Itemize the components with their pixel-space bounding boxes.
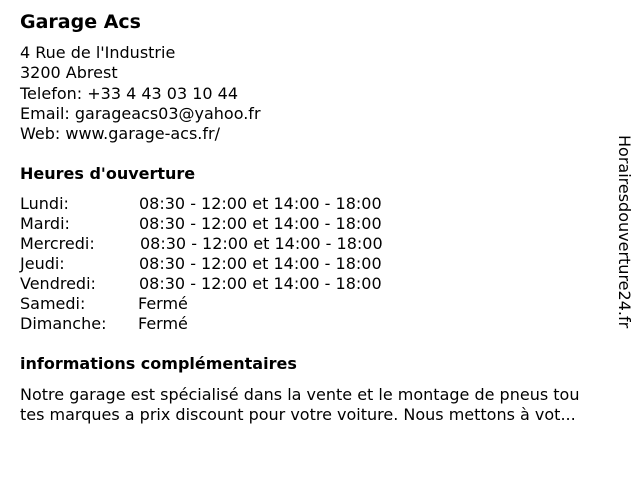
- day-hours: 08:30 - 12:00 et 14:00 - 18:00: [140, 234, 383, 253]
- day-hours: 08:30 - 12:00 et 14:00 - 18:00: [139, 214, 382, 233]
- phone-line: Telefon: +33 4 43 03 10 44: [20, 84, 239, 103]
- info-text-line-2: tes marques a prix discount pour votre voiture. Nous mettons à vot...: [20, 405, 576, 424]
- day-label: Dimanche:: [20, 314, 107, 333]
- site-watermark: [614, 135, 636, 375]
- address-street: 4 Rue de l'Industrie: [20, 43, 176, 62]
- day-label: Mercredi:: [20, 234, 95, 253]
- opening-hours-heading: Heures d'ouverture: [20, 164, 196, 183]
- day-label: Mardi:: [20, 214, 70, 233]
- day-hours: 08:30 - 12:00 et 14:00 - 18:00: [139, 254, 382, 273]
- day-label: Lundi:: [20, 194, 69, 213]
- business-name: Garage Acs: [20, 11, 141, 33]
- email-line: Email: garageacs03@yahoo.fr: [20, 104, 261, 123]
- info-text-line-1: Notre garage est spécialisé dans la vente et le montage de pneus tou: [20, 385, 580, 404]
- day-label: Vendredi:: [20, 274, 96, 293]
- day-label: Jeudi:: [20, 254, 65, 273]
- site-watermark-text: Horairesdouverture24.fr: [615, 135, 634, 329]
- day-hours: Fermé: [138, 294, 188, 313]
- info-heading: informations complémentaires: [20, 354, 297, 373]
- web-line: Web: www.garage-acs.fr/: [20, 124, 220, 143]
- day-hours: Fermé: [138, 314, 188, 333]
- day-label: Samedi:: [20, 294, 86, 313]
- day-hours: 08:30 - 12:00 et 14:00 - 18:00: [139, 194, 382, 213]
- day-hours: 08:30 - 12:00 et 14:00 - 18:00: [139, 274, 382, 293]
- address-city: 3200 Abrest: [20, 63, 118, 82]
